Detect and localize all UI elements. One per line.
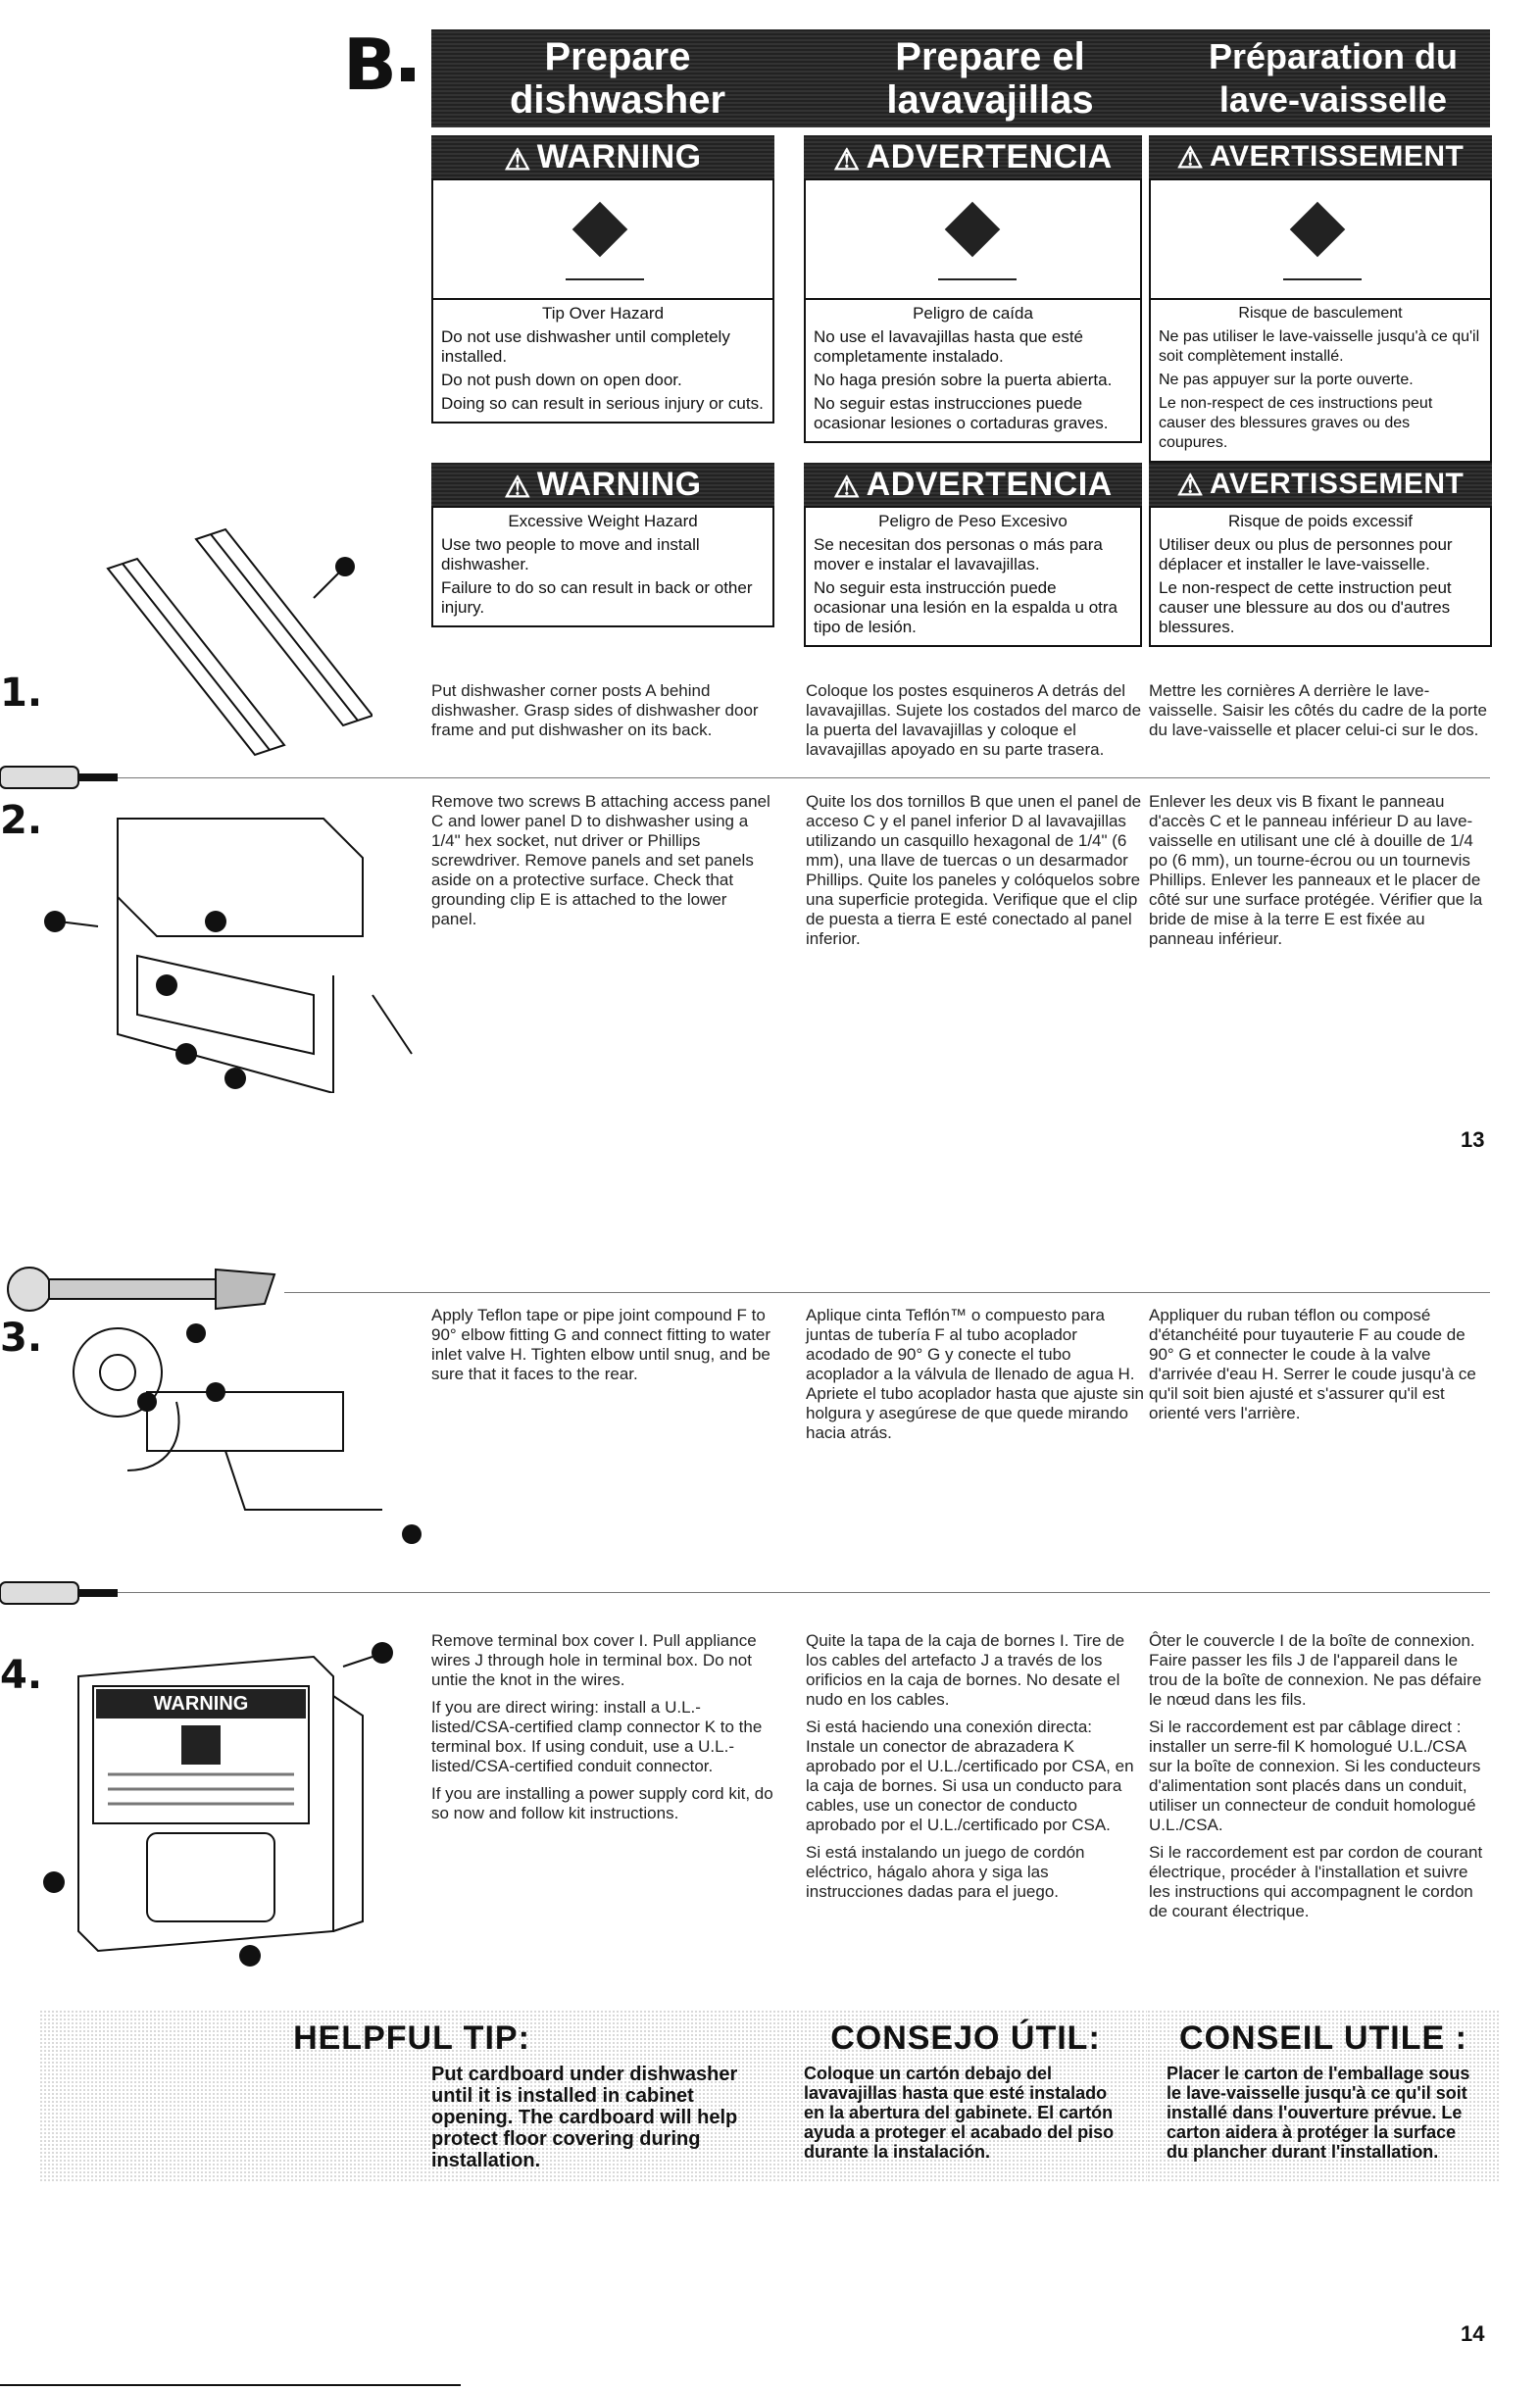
warning-line: Le non-respect de cette instruction peut causer une blessure au dos ou d'autres blessures. (1159, 578, 1452, 636)
tipover-symbol (431, 178, 774, 300)
warning-line: No use el lavavajillas hasta que esté completamente instalado. (814, 327, 1083, 366)
weight-warning-en (431, 463, 774, 627)
step2-text-fr: Enlever les deux vis B fixant le panneau d'accès C et le panneau inférieur D au lave-vaisselle en utilisant une clé à douille de 1/4 po (6 mm), un tourne-écrou ou un tournevis Phillips. Enlever les panneaux et le placer de côté sur une surface protégée. Vérifier que la bride de mise à la terre E est fixée au panneau inférieur. (1149, 792, 1483, 948)
tipover-warning-fr (1149, 135, 1492, 463)
warning-header: ⚠ ADVERTENCIA (804, 135, 1142, 178)
helpful-tip-en (39, 2010, 784, 2181)
step4-para: Ôter le couvercle I de la boîte de connexion. Faire passer les fils J de l'appareil dans le trou de la boîte de connexion. Ne pas défaire le nœud dans les fils. (1149, 1631, 1482, 1709)
tipover-warning-en (431, 135, 774, 423)
step4-para: Si está instalando un juego de cordón eléctrico, hágalo ahora y siga las instrucciones dadas para el juego. (806, 1843, 1085, 1901)
tip-heading: HELPFUL TIP: (293, 2019, 530, 2057)
tip-heading: CONSEIL UTILE : (1179, 2019, 1467, 2057)
tipover-symbol (1149, 178, 1492, 300)
step2-text-es: Quite los dos tornillos B que unen el panel de acceso C y el panel inferior D al lavavajillas utilizando un casquillo hexagonal de 1/4" (6 mm), una llave de tuercas o un desarmador Phillips. Quite los paneles y colóquelos sobre una superficie protegida. Verifique que el clip de puesta a tierra E esté conectado al panel inferior. (806, 792, 1142, 948)
callout-c (205, 911, 226, 932)
step3-text-fr: Appliquer du ruban téflon ou composé d'étanchéité pour tuyauterie F au coude de 90° G et connecter le coude à la valve d'arrivée d'eau H. Serrer le coude jusqu'à ce qu'il soit bien ajusté et s'assurer qu'il est orienté vers l'arrière. (1149, 1306, 1476, 1422)
step4-text-fr (1149, 1631, 1487, 1929)
tip-heading: CONSEJO ÚTIL: (830, 2019, 1101, 2057)
tipover-icon (572, 202, 628, 258)
callout-a (335, 557, 355, 576)
callout-g (137, 1392, 157, 1412)
hazard-title: Risque de basculement (1238, 305, 1403, 322)
warning-header: ⚠ AVERTISSEMENT (1149, 135, 1492, 178)
callout-g (402, 1524, 422, 1544)
section-letter: B (343, 29, 415, 100)
warning-line: Ne pas appuyer sur la porte ouverte. (1159, 372, 1414, 388)
hazard-title: Excessive Weight Hazard (508, 512, 698, 530)
elbow-fitting-illustration (49, 1314, 431, 1549)
warning-line: No seguir estas instrucciones puede ocasionar lesiones o cortaduras graves. (814, 394, 1109, 432)
tipover-symbol (804, 178, 1142, 300)
warning-line: Utiliser deux ou plus de personnes pour déplacer et installer le lave-vaisselle. (1159, 535, 1453, 573)
alert-icon: ⚠ (1176, 470, 1205, 502)
tip-body: Placer le carton de l'emballage sous le lave-vaisselle jusqu'à ce qu'il soit installé dans l'ouverture prévue. Le carton aidera à protéger la surface du plancher durant l'installation. (1167, 2064, 1470, 2162)
warning-line: Do not use dishwasher until completely installed. (441, 327, 730, 366)
hazard-title: Risque de poids excessif (1227, 512, 1414, 530)
tipover-icon (1290, 202, 1346, 258)
tipover-icon (945, 202, 1001, 258)
weight-warning-es (804, 463, 1142, 647)
warning-line: Se necesitan dos personas o más para mover e instalar el lavavajillas. (814, 535, 1103, 573)
step-number-2: 2. (0, 798, 43, 843)
callout-j (43, 1871, 65, 1893)
step1-text-fr: Mettre les cornières A derrière le lave-vaisselle. Saisir les côtés du cadre de la porte du lave-vaisselle et placer celui-ci sur le dos. (1149, 681, 1487, 739)
footer-rule (0, 2384, 461, 2386)
hazard-title: Peligro de caída (913, 304, 1033, 323)
title-en: Prepare dishwasher (431, 29, 804, 127)
page-number: 13 (1461, 1127, 1485, 1152)
helpful-tip-es (784, 2010, 1147, 2181)
callout-b (175, 1043, 197, 1065)
step-number-1: 1. (0, 671, 43, 716)
helpful-tip-fr (1147, 2010, 1500, 2181)
step1-text-es: Coloque los postes esquineros A detrás del lavavajillas. Sujete los costados del marco de la puerta del lavavajillas y coloque el lavavajillas apoyado en su parte trasera. (806, 681, 1142, 759)
divider (98, 777, 1490, 778)
step4-para: Quite la tapa de la caja de bornes I. Tire de los cables del artefacto J a través de los orificios en la caja de bornes. No desate el nudo en los cables. (806, 1631, 1125, 1709)
step4-text-es (806, 1631, 1144, 1910)
hazard-title: Peligro de Peso Excesivo (878, 512, 1068, 530)
screwdriver-icon (0, 1578, 118, 1608)
warning-line: No seguir esta instrucción puede ocasionar una lesión en la espalda u otra tipo de lesión. (814, 578, 1118, 636)
callout-d (156, 974, 177, 996)
divider (118, 1592, 1490, 1593)
warning-line: Doing so can result in serious injury or cuts. (441, 394, 764, 413)
step4-text-en (431, 1631, 774, 1831)
step-number-4: 4. (0, 1653, 43, 1698)
callout-e (224, 1068, 246, 1089)
step4-para: Si le raccordement est par câblage direct : installer un serre-fil K homologué U.L./CSA sur la boîte de connexion. Si les conducteurs d'alimentation sont placés dans un conduit, utiliser un connecteur de conduit homologué U.L./CSA. (1149, 1718, 1481, 1834)
step3-text-es: Aplique cinta Teflón™ o compuesto para juntas de tubería F al tubo acoplador acodado de 90° G y conecte el tubo acoplador a la válvula de llenado de agua H. Apriete el tubo acoplador hasta que ajuste sin holgura y asegúrese de que quede mirando hacia atrás. (806, 1306, 1144, 1442)
tip-body: Put cardboard under dishwasher until it is installed in cabinet opening. The cardboard will help protect floor covering during installation. (431, 2064, 738, 2171)
title-fr: Préparation du lave-vaisselle (1176, 29, 1490, 127)
warning-line: Ne pas utiliser le lave-vaisselle jusqu'à ce qu'il soit complètement installé. (1159, 328, 1480, 365)
alert-icon: ⚠ (504, 472, 531, 504)
step4-para: Si le raccordement est par cordon de courant électrique, procéder à l'installation et suivre les instructions qui accompagnent le cordon de courant électrique. (1149, 1843, 1483, 1920)
warning-header: ⚠ WARNING (431, 135, 774, 178)
hazard-title: Tip Over Hazard (541, 304, 665, 323)
warning-header: ⚠ ADVERTENCIA (804, 463, 1142, 506)
callout-i (372, 1642, 393, 1664)
callout-f (186, 1323, 206, 1343)
step1-text-en: Put dishwasher corner posts A behind dishwasher. Grasp sides of dishwasher door frame and put dishwasher on its back. (431, 681, 759, 739)
callout-h (206, 1382, 225, 1402)
warning-line: Failure to do so can result in back or other injury. (441, 578, 753, 617)
page-number: 14 (1461, 2321, 1485, 2346)
access-panel-illustration (39, 799, 431, 1093)
callout-b (44, 911, 66, 932)
illus-warning-label: WARNING (153, 1693, 249, 1715)
screwdriver-icon (0, 763, 118, 792)
terminal-box-illustration (39, 1637, 431, 1970)
warning-line: Do not push down on open door. (441, 371, 682, 389)
step-number-3: 3. (0, 1316, 43, 1361)
step4-para: Si está haciendo una conexión directa: Instale un conector de abrazadera K aprobado por el U.L./certificado por CSA, en la caja de bornes. Si usa un conducto para cables, use un conector de conducto aprobado por el U.L./certificado por CSA. (806, 1718, 1134, 1834)
warning-header: ⚠ WARNING (431, 463, 774, 506)
step4-para: If you are installing a power supply cord kit, do so now and follow kit instructions. (431, 1784, 773, 1822)
warning-line: Le non-respect de ces instructions peut causer des blessures graves ou des coupures. (1159, 395, 1433, 451)
alert-icon: ⚠ (1176, 142, 1205, 174)
alert-icon: ⚠ (504, 144, 531, 176)
weight-warning-fr (1149, 463, 1492, 647)
warning-line: No haga presión sobre la puerta abierta. (814, 371, 1113, 389)
tip-body: Coloque un cartón debajo del lavavajillas hasta que esté instalado en la abertura del gabinete. El cartón ayuda a proteger el acabado del piso durante la instalación. (804, 2064, 1115, 2162)
step2-text-en: Remove two screws B attaching access panel C and lower panel D to dishwasher using a 1/4" hex socket, nut driver or Phillips screwdriver. Remove panels and set panels aside on a protective surface. Check that grounding clip E is attached to the lower panel. (431, 792, 770, 928)
step4-para: If you are direct wiring: install a U.L.-listed/CSA-certified clamp connector K to the terminal box. If using conduit, use a U.L.-listed/CSA-certified conduit connector. (431, 1698, 763, 1775)
corner-posts-illustration (88, 510, 373, 784)
callout-k (239, 1945, 261, 1967)
alert-icon: ⚠ (833, 144, 861, 176)
title-es: Prepare el lavavajillas (804, 29, 1176, 127)
warning-line: Use two people to move and install dishwasher. (441, 535, 700, 573)
divider (284, 1292, 1490, 1293)
tipover-warning-es (804, 135, 1142, 443)
alert-icon: ⚠ (833, 472, 861, 504)
step4-para: Remove terminal box cover I. Pull appliance wires J through hole in terminal box. Do not untie the knot in the wires. (431, 1631, 757, 1689)
wrench-icon (0, 1265, 284, 1314)
step3-text-en: Apply Teflon tape or pipe joint compound F to 90° elbow fitting G and connect fitting to water inlet valve H. Tighten elbow until snug, and be sure that it faces to the rear. (431, 1306, 771, 1383)
warning-header: ⚠ AVERTISSEMENT (1149, 463, 1492, 506)
